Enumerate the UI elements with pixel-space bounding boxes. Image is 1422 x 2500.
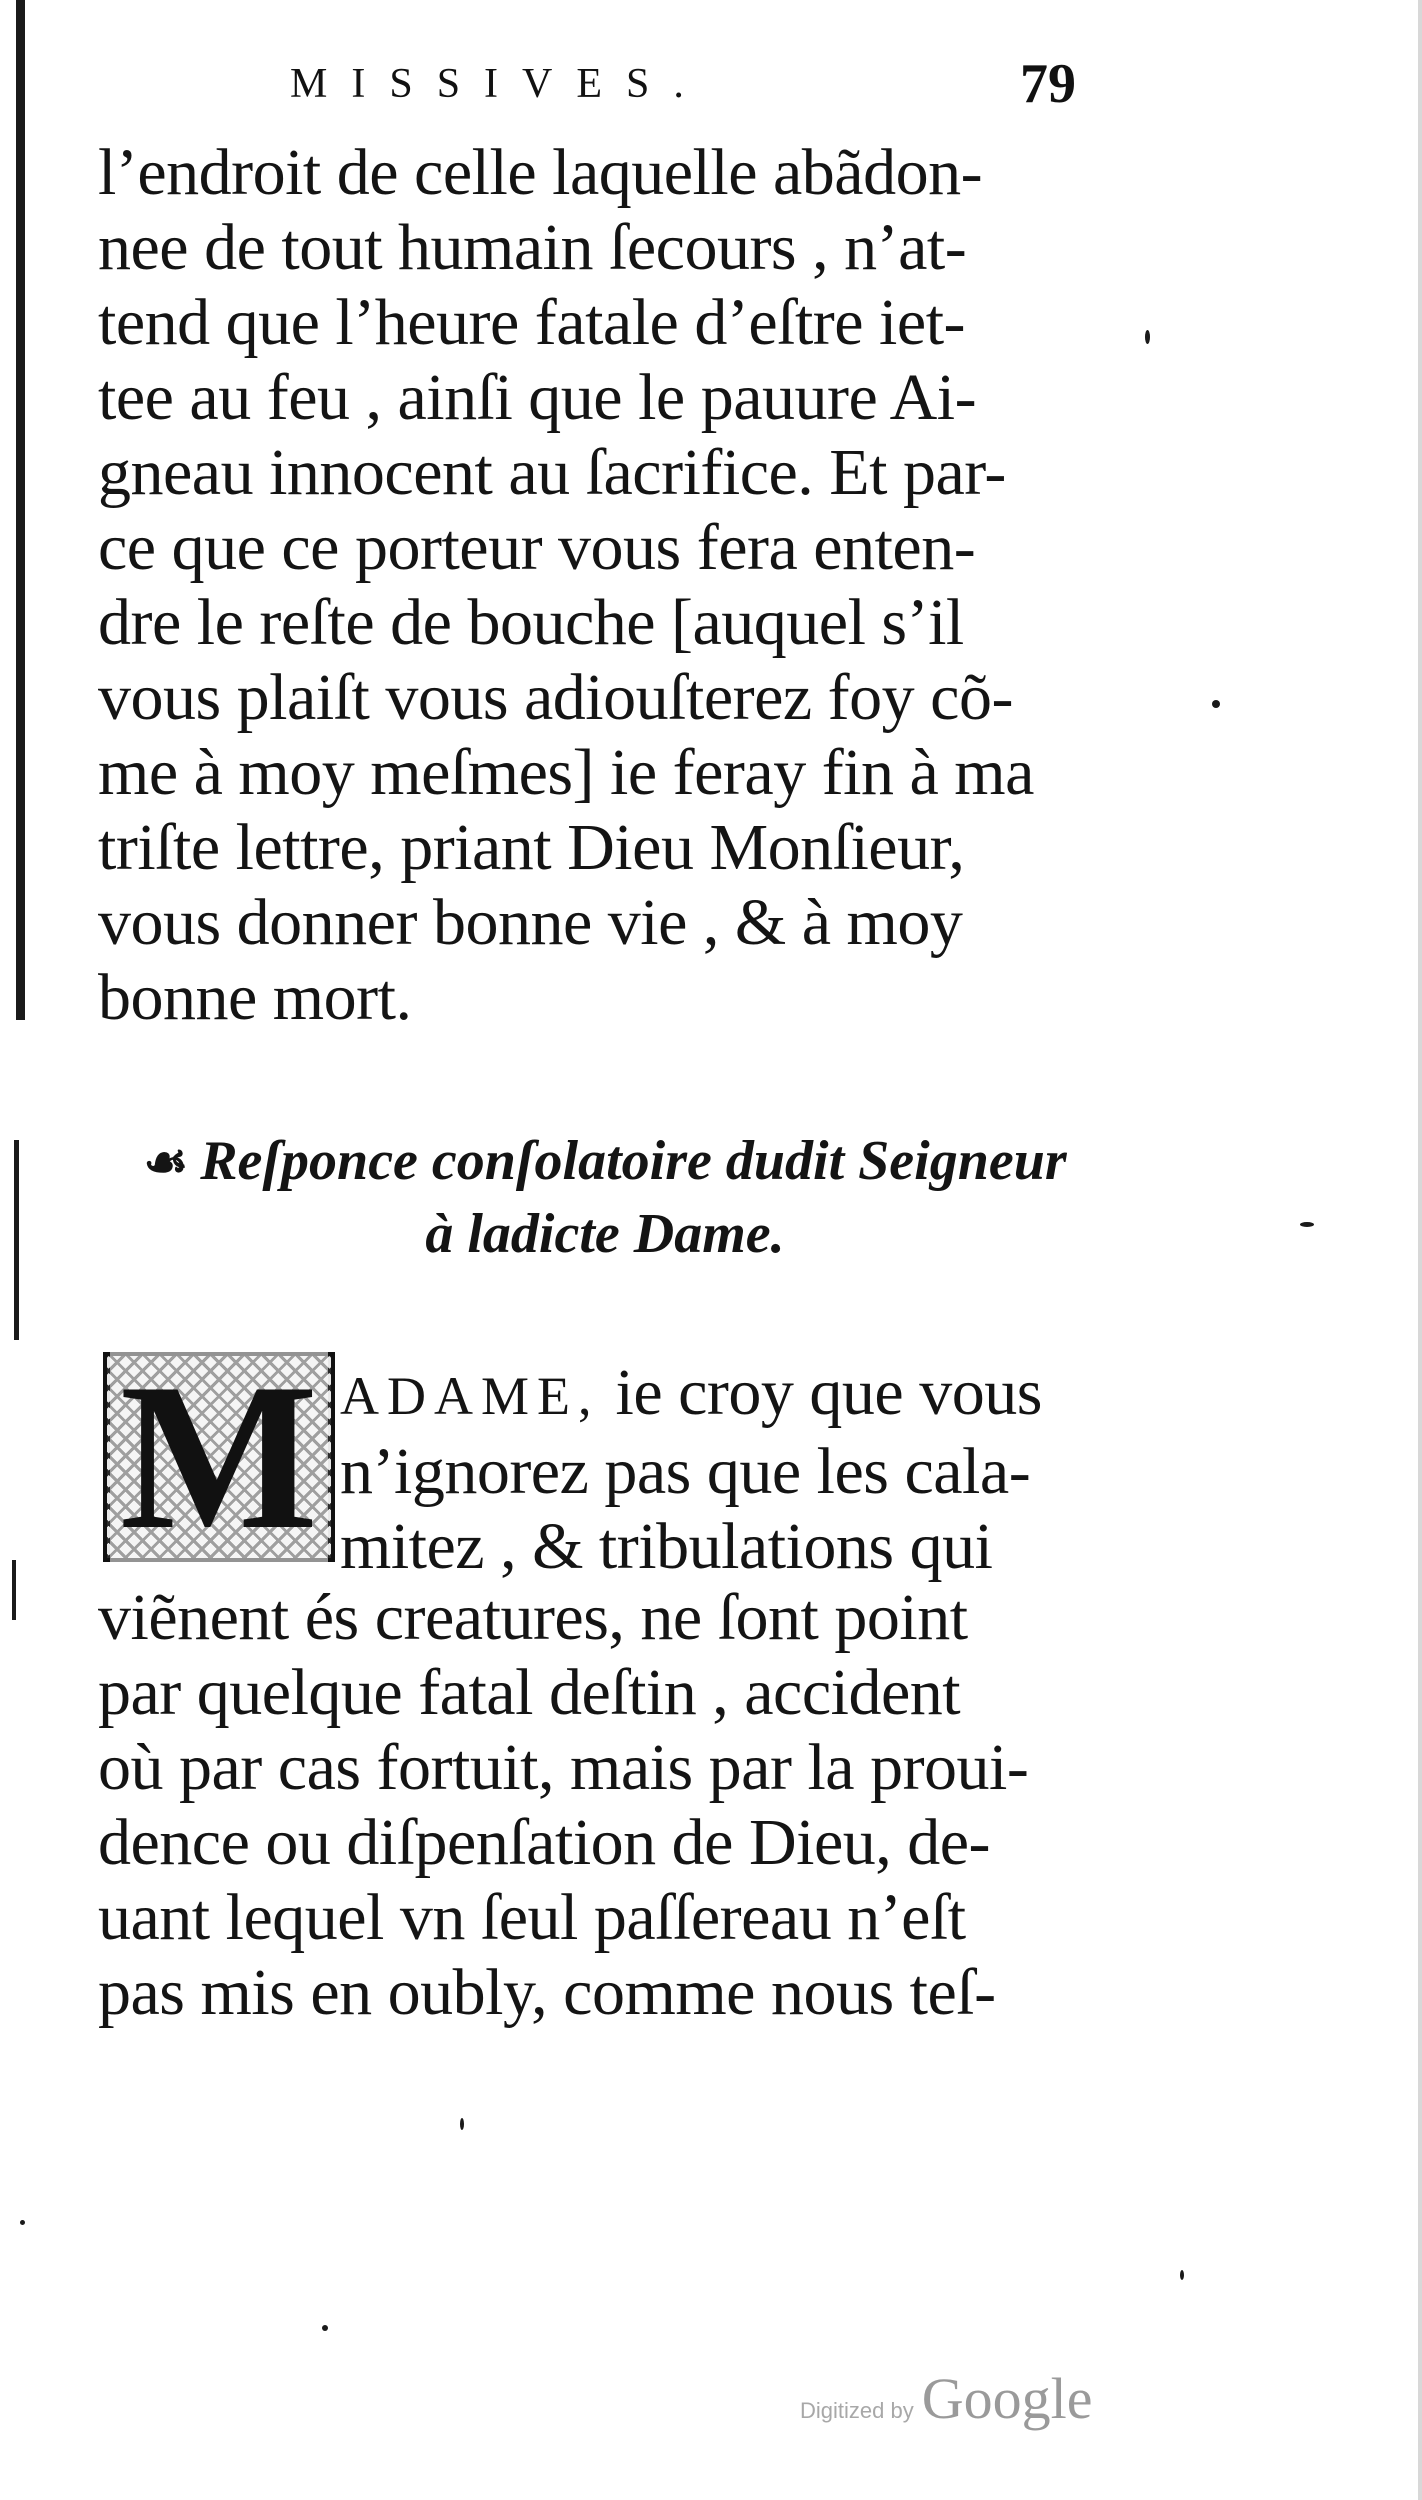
text-line: vous donner bonne vie , & à moy [98, 886, 963, 959]
text-line: par quelque fatal deſtin , accident [98, 1656, 961, 1729]
page-number: 79 [1020, 53, 1076, 115]
fleuron-icon: ☙ [143, 1134, 189, 1190]
reply-opening-lines [340, 1355, 1100, 1584]
text-line: ce que ce porteur vous fera enten- [98, 511, 976, 584]
running-head: MISSIVES. [290, 61, 708, 107]
watermark-prefix: Digitized by [800, 2398, 914, 2423]
text-line: n’ignorez pas que les cala- [340, 1435, 1031, 1508]
text-line: vous plaiſt vous adiouſterez foy cõ- [98, 661, 1013, 734]
speck [1212, 700, 1220, 708]
text-line [340, 1355, 1100, 1434]
text-line: tee au feu , ainſi que le pauure Ai- [98, 361, 977, 434]
heading-line-1: Reſponce conſolatoire dudit Seigneur [200, 1130, 1067, 1192]
text-line: pas mis en oubly, comme nous teſ- [98, 1956, 996, 2029]
text-line: bonne mort. [98, 961, 412, 1034]
speck [20, 2220, 25, 2225]
text-line: où par cas fortuit, mais par la proui- [98, 1731, 1029, 1804]
letter-ending-paragraph [98, 135, 1108, 1035]
text-line: viẽnent és creatures, ne ſont point [98, 1581, 968, 1654]
speck [322, 2325, 328, 2331]
watermark-logo: Google [921, 2366, 1093, 2431]
speck [460, 2118, 464, 2130]
text-line: dre le reſte de bouche [auquel s’il [98, 586, 964, 659]
decorated-initial [103, 1341, 335, 1573]
initial-letter: M [110, 1352, 328, 1562]
page-edge [1418, 0, 1422, 2500]
binding-shadow [16, 0, 25, 1020]
text-line-rest: ie croy que vous [615, 1356, 1042, 1429]
text-line: uant lequel vn ſeul paſſereau n’eſt [98, 1881, 966, 1954]
binding-shadow-lower-2 [12, 1560, 16, 1620]
text-line: l’endroit de celle laquelle abãdon- [98, 136, 983, 209]
digitization-watermark [800, 2365, 1092, 2432]
text-line: me à moy meſmes] ie feray fin à ma [98, 736, 1034, 809]
speck [1145, 330, 1150, 344]
first-word: ADAME, [340, 1366, 600, 1426]
text-line: gneau innocent au ſacrifice. Et par- [98, 436, 1006, 509]
text-line: tend que l’heure fatale d’eſtre iet- [98, 286, 966, 359]
section-heading [100, 1125, 1110, 1270]
heading-line-2: à ladicte Dame. [425, 1203, 785, 1265]
binding-shadow-lower [14, 1140, 19, 1340]
text-line: nee de tout humain ſecours , n’at- [98, 211, 967, 284]
text-line: dence ou diſpenſation de Dieu, de- [98, 1806, 991, 1879]
speck [1300, 1222, 1314, 1227]
reply-paragraph [98, 1580, 1108, 2030]
text-line: triſte lettre, priant Dieu Monſieur, [98, 811, 965, 884]
text-line: mitez , & tribulations qui [340, 1510, 993, 1583]
speck [1180, 2270, 1184, 2280]
